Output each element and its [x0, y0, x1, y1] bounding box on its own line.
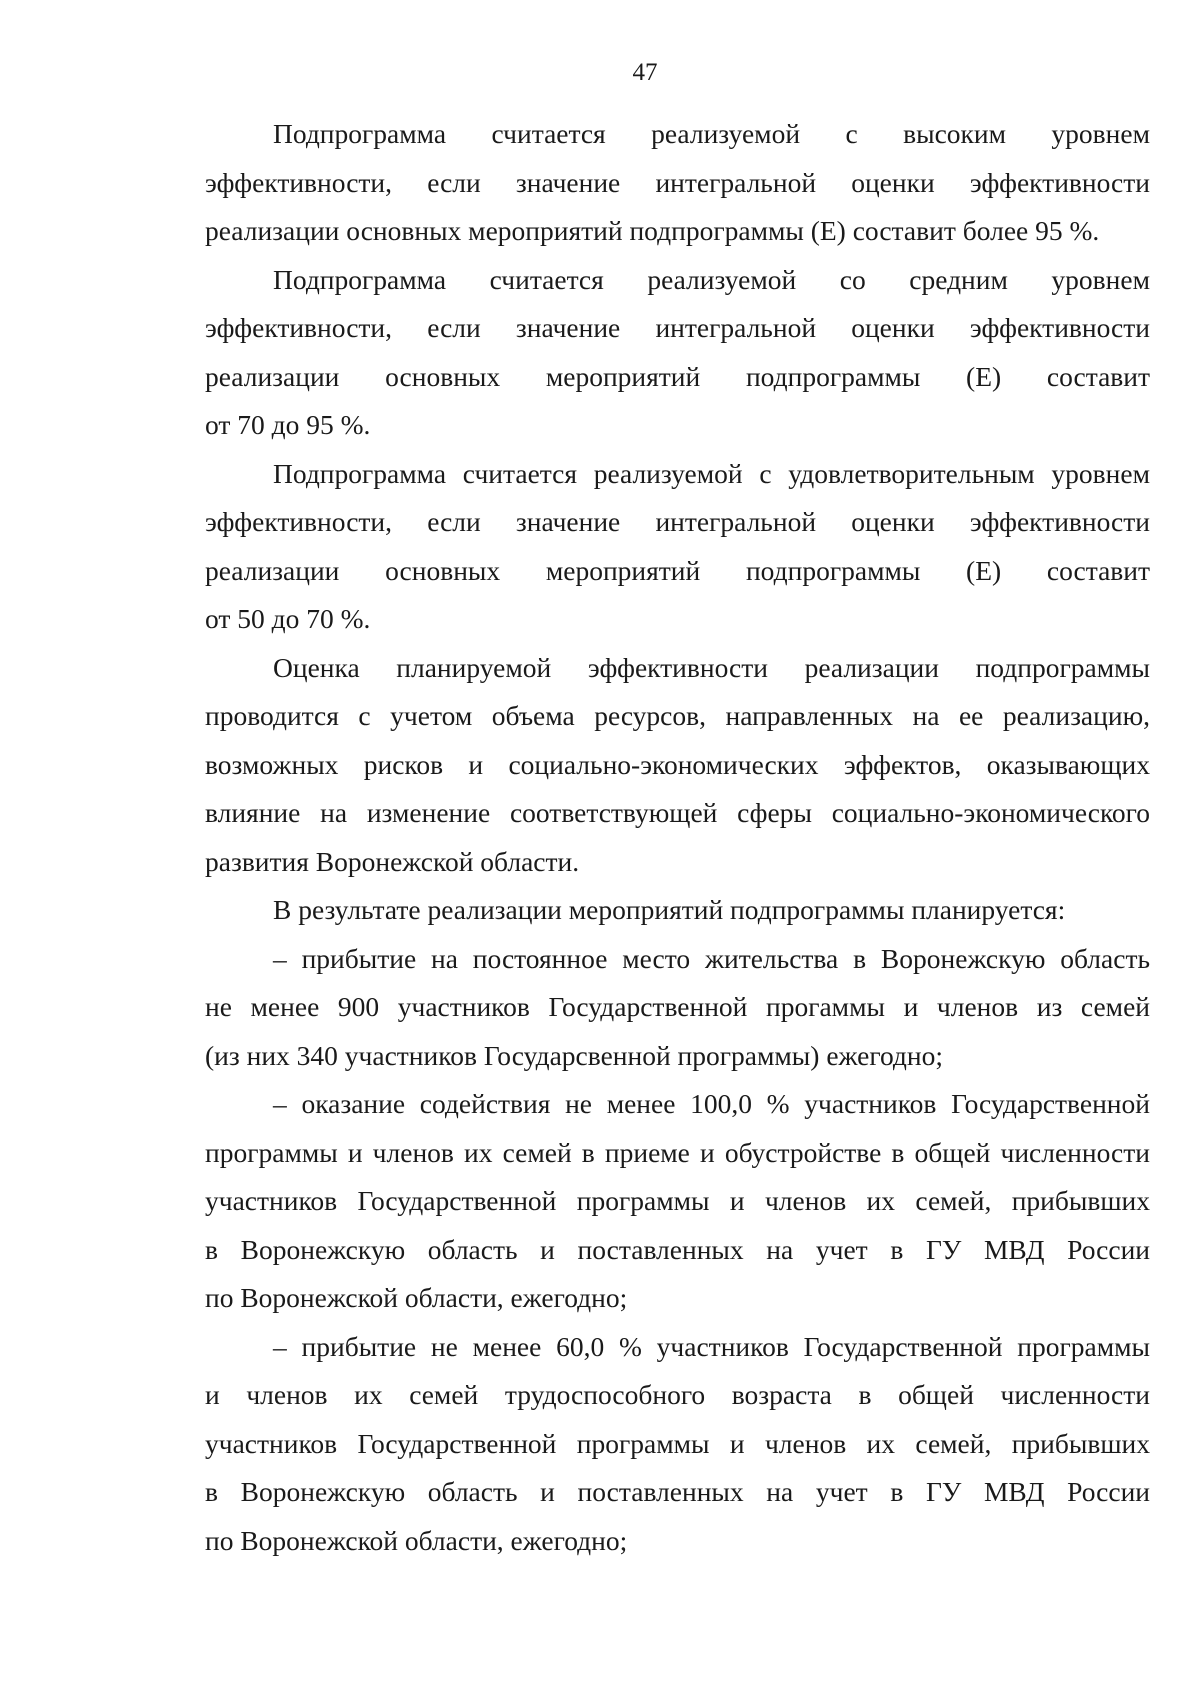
- text-line: – прибытие не менее 60,0 % участников Государственной программы: [273, 1330, 1150, 1362]
- text-line: Подпрограмма считается реализуемой с удовлетворительным уровнем: [273, 457, 1150, 489]
- list-item-arrival: [205, 935, 1150, 1081]
- text-line: участников Государственной программы и членов их семей, прибывших: [205, 1185, 1150, 1216]
- paragraph-medium-efficiency: [205, 256, 1150, 450]
- text-line: проводится с учетом объема ресурсов, направленных на ее реализацию,: [205, 700, 1150, 731]
- paragraph-planned-results-intro: [205, 886, 1150, 935]
- paragraph-satisfactory-efficiency: [205, 450, 1150, 644]
- text-line: – оказание содействия не менее 100,0 % участников Государственной: [273, 1088, 1150, 1119]
- document-body: [205, 110, 1150, 1565]
- text-line: возможных рисков и социально-экономических эффектов, оказывающих: [205, 748, 1150, 780]
- text-line: эффективности, если значение интегральной оценки эффективности: [205, 506, 1150, 537]
- list-item-assistance: [205, 1080, 1150, 1323]
- text-line: влияние на изменение соответствующей сферы социально-экономического: [205, 797, 1150, 828]
- text-line: от 50 до 70 %.: [205, 603, 371, 634]
- text-line: реализации основных мероприятий подпрограммы (E) составит: [205, 360, 1150, 392]
- text-line: развития Воронежской области.: [205, 845, 580, 877]
- text-line: (из них 340 участников Государсвенной программы) ежегодно;: [205, 1039, 944, 1071]
- text-line: в Воронежскую область и поставленных на учет в ГУ МВД России: [205, 1476, 1150, 1507]
- paragraph-evaluation: [205, 644, 1150, 887]
- list-item-working-age: [205, 1323, 1150, 1566]
- text-line: по Воронежской области, ежегодно;: [205, 1524, 628, 1556]
- text-line: не менее 900 участников Государственной прогаммы и членов из семей: [205, 991, 1150, 1022]
- text-line: Оценка планируемой эффективности реализации подпрограммы: [273, 651, 1150, 683]
- text-line: реализации основных мероприятий подпрограммы (E) составит: [205, 554, 1150, 586]
- text-line: участников Государственной программы и членов их семей, прибывших: [205, 1427, 1150, 1459]
- page-number: 47: [632, 59, 658, 86]
- text-line: эффективности, если значение интегральной оценки эффективности: [205, 166, 1150, 198]
- paragraph-high-efficiency: [205, 110, 1150, 256]
- text-line: Подпрограмма считается реализуемой с высоким уровнем: [273, 118, 1150, 149]
- text-line: В результате реализации мероприятий подпрограммы планируется:: [273, 894, 1066, 925]
- text-line: от 70 до 95 %.: [205, 409, 371, 440]
- text-line: Подпрограмма считается реализуемой со средним уровнем: [273, 263, 1150, 295]
- text-line: реализации основных мероприятий подпрограммы (E) составит более 95 %.: [205, 215, 1100, 246]
- text-line: программы и членов их семей в приеме и обустройстве в общей численности: [205, 1136, 1150, 1168]
- text-line: в Воронежскую область и поставленных на учет в ГУ МВД России: [205, 1233, 1150, 1265]
- text-line: и членов их семей трудоспособного возраста в общей численности: [205, 1379, 1150, 1410]
- text-line: эффективности, если значение интегральной оценки эффективности: [205, 312, 1150, 343]
- text-line: по Воронежской области, ежегодно;: [205, 1282, 628, 1313]
- text-line: – прибытие на постоянное место жительства в Воронежскую область: [273, 942, 1150, 974]
